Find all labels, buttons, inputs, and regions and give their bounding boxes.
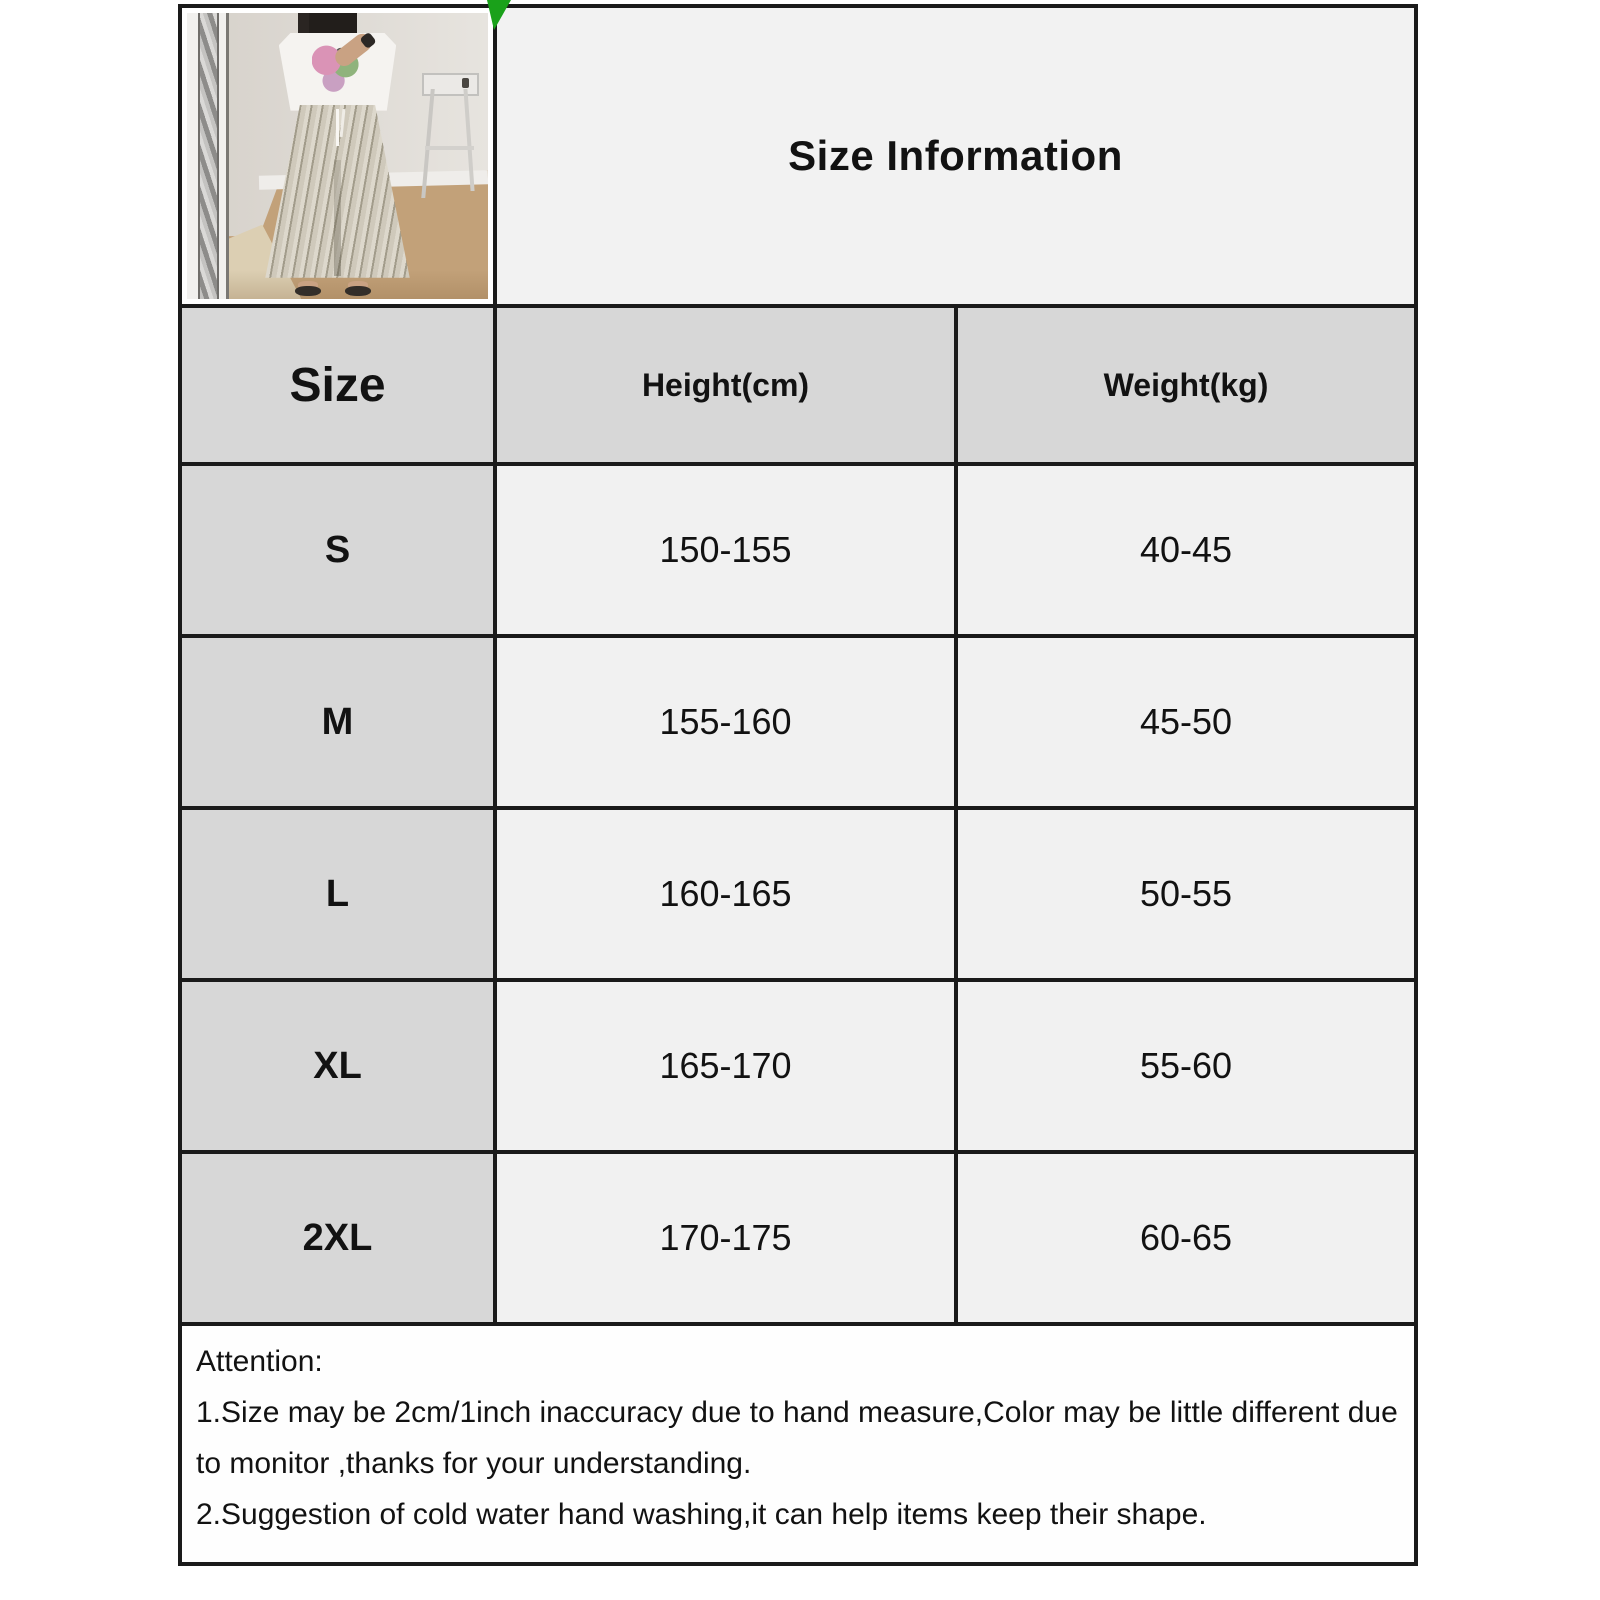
height-value: 165-170	[495, 980, 956, 1152]
column-header-height: Height(cm)	[495, 306, 956, 464]
product-photo	[187, 13, 488, 299]
table-row-s	[180, 464, 1416, 636]
height-value: 150-155	[495, 464, 956, 636]
photo-sandal	[345, 286, 371, 296]
table-row-xl	[180, 980, 1416, 1152]
product-photo-cell	[180, 6, 495, 306]
height-value: 170-175	[495, 1152, 956, 1324]
photo-doorframe	[187, 13, 229, 299]
weight-value: 40-45	[956, 464, 1416, 636]
photo-mirror-strip	[198, 13, 219, 299]
weight-value: 60-65	[956, 1152, 1416, 1324]
attention-heading: Attention:	[196, 1345, 323, 1378]
photo-pants-shadow	[334, 160, 342, 276]
size-label: M	[180, 636, 495, 808]
column-header-size: Size	[180, 306, 495, 464]
size-label: L	[180, 808, 495, 980]
weight-value: 50-55	[956, 808, 1416, 980]
height-value: 160-165	[495, 808, 956, 980]
size-information-table	[178, 4, 1418, 1566]
size-label: S	[180, 464, 495, 636]
photo-doorframe-edge	[226, 13, 229, 299]
column-header-weight: Weight(kg)	[956, 306, 1416, 464]
attention-note-2: 2.Suggestion of cold water hand washing,it can help items keep their shape.	[196, 1498, 1207, 1531]
height-value: 155-160	[495, 636, 956, 808]
attention-note-1: 1.Size may be 2cm/1inch inaccuracy due to hand measure,Color may be little different due to monitor ,thanks for your understanding.	[196, 1396, 1398, 1480]
photo-side-table	[422, 73, 479, 199]
table-row-l	[180, 808, 1416, 980]
photo-pants-drawstring	[336, 109, 339, 146]
size-label: 2XL	[180, 1152, 495, 1324]
table-row-m	[180, 636, 1416, 808]
size-label: XL	[180, 980, 495, 1152]
photo-side-table-leg	[463, 89, 474, 191]
photo-sandal	[295, 286, 321, 296]
photo-side-table-shelf	[425, 146, 474, 150]
table-row-2xl	[180, 1152, 1416, 1324]
title-cell	[495, 6, 1416, 306]
photo-side-table-leg	[422, 89, 436, 198]
attention-section	[180, 1324, 1416, 1564]
photo-side-table-item	[462, 78, 469, 88]
page-title: Size Information	[788, 132, 1123, 179]
photo-model	[262, 13, 413, 296]
weight-value: 45-50	[956, 636, 1416, 808]
green-corner-marker-icon	[487, 0, 511, 30]
weight-value: 55-60	[956, 980, 1416, 1152]
